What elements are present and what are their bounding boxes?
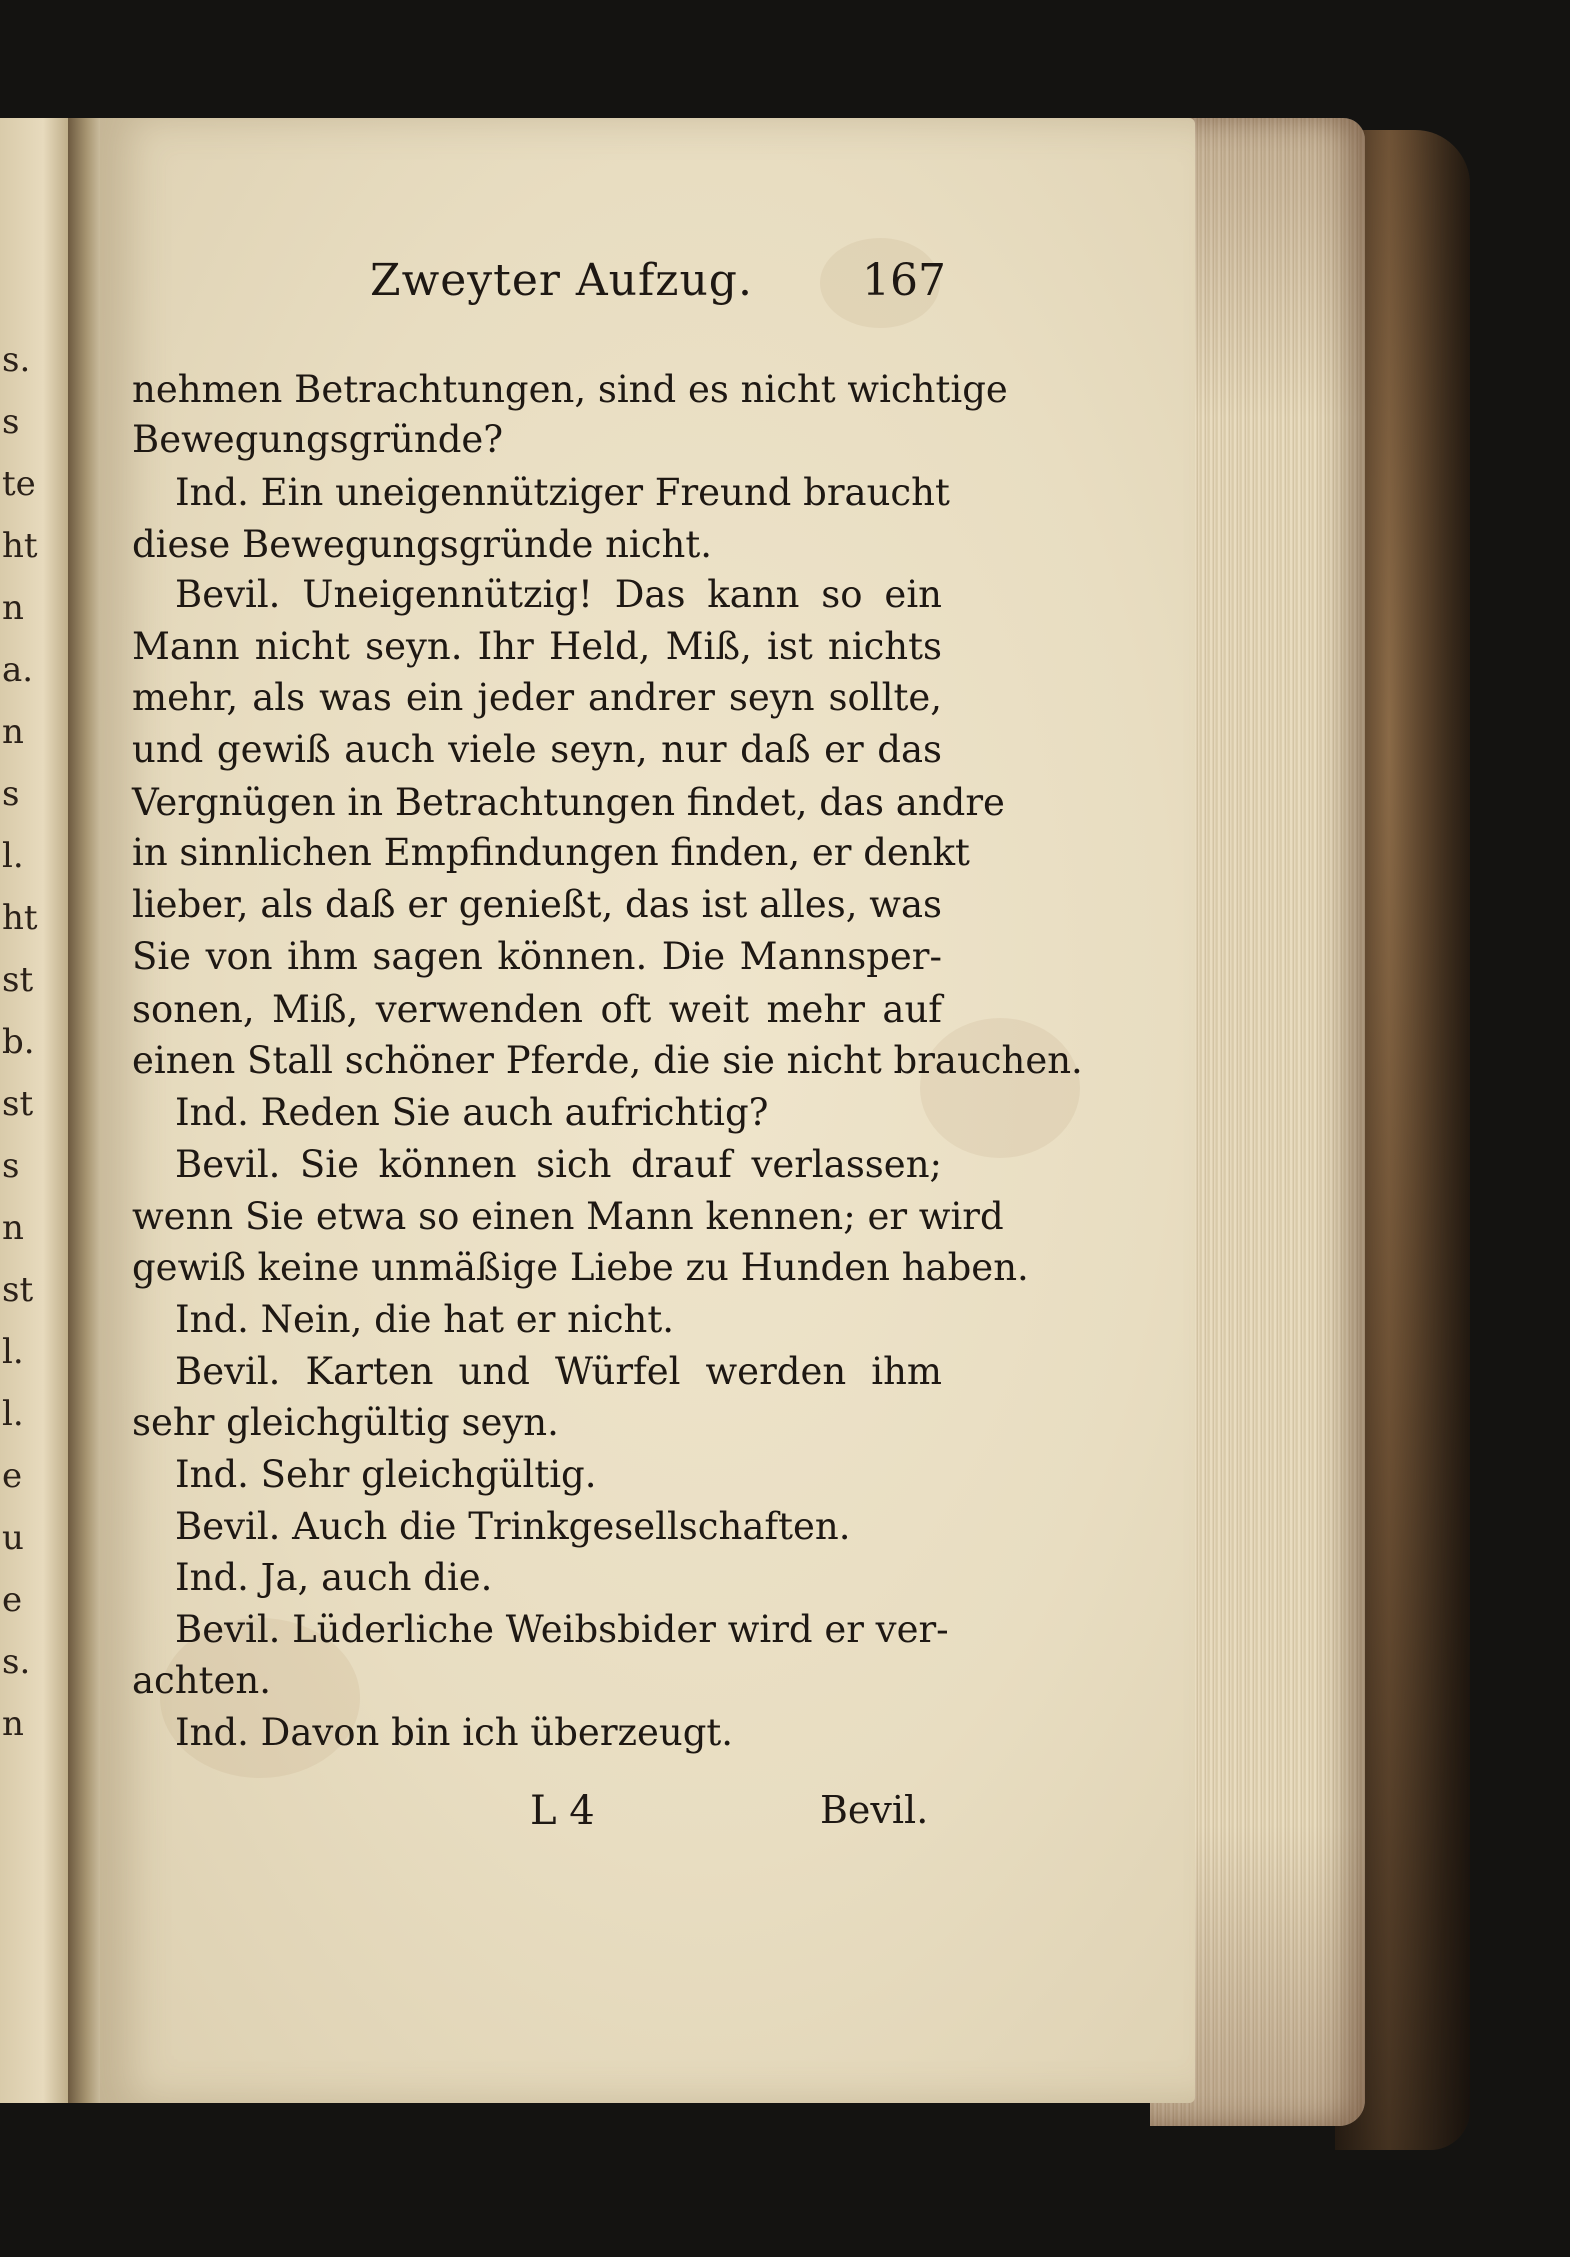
left-page-fragment: st xyxy=(2,1270,34,1310)
left-page-fragment: ht xyxy=(2,898,38,938)
text-line: einen Stall schöner Pferde, die sie nicht brauchen. xyxy=(132,1039,1083,1082)
left-page-fragment: n xyxy=(2,1208,24,1248)
text-line: Bevil. Auch die Trinkgesellschaften. xyxy=(175,1505,851,1548)
text-line: Bewegungsgründe? xyxy=(132,418,504,461)
left-page-fragment: st xyxy=(2,960,34,1000)
text-line: Ind. Ein uneigennütziger Freund braucht xyxy=(175,471,950,514)
text-line: Vergnügen in Betrachtungen findet, das andre xyxy=(132,781,1005,824)
left-page-fragment: e xyxy=(2,1580,23,1620)
left-page-fragment: l. xyxy=(2,1394,24,1434)
text-line: mehr, als was ein jeder andrer seyn sollte, xyxy=(132,676,942,719)
left-page-fragment: s xyxy=(2,402,20,442)
text-line: Sie von ihm sagen können. Die Mannsper- xyxy=(132,935,942,978)
text-line: lieber, als daß er genießt, das ist alles, was xyxy=(132,883,942,926)
left-page-fragment: l. xyxy=(2,836,24,876)
text-line: Ind. Reden Sie auch aufrichtig? xyxy=(175,1091,769,1134)
left-page-fragment: te xyxy=(2,464,36,504)
text-line: diese Bewegungsgründe nicht. xyxy=(132,523,712,566)
text-line: Bevil. Uneigennützig! Das kann so ein xyxy=(175,573,942,616)
left-page-fragment: s xyxy=(2,774,20,814)
running-head: Zweyter Aufzug. xyxy=(370,255,753,306)
text-line: wenn Sie etwa so einen Mann kennen; er wird xyxy=(132,1195,1004,1238)
signature-mark: L 4 xyxy=(530,1788,595,1834)
text-line: sonen, Miß, verwenden oft weit mehr auf xyxy=(132,988,942,1031)
text-line: Bevil. Karten und Würfel werden ihm xyxy=(175,1350,942,1393)
left-page-fragment: s xyxy=(2,1146,20,1186)
text-line: sehr gleichgültig seyn. xyxy=(132,1401,559,1444)
text-line: nehmen Betrachtungen, sind es nicht wichtige xyxy=(132,368,1008,411)
text-line: und gewiß auch viele seyn, nur daß er das xyxy=(132,728,942,771)
left-page-fragment: e xyxy=(2,1456,23,1496)
text-line: gewiß keine unmäßige Liebe zu Hunden haben. xyxy=(132,1246,1029,1289)
left-page-fragment: n xyxy=(2,588,24,628)
text-line: Ind. Nein, die hat er nicht. xyxy=(175,1298,674,1341)
left-page-fragment: b. xyxy=(2,1022,35,1062)
page-number: 167 xyxy=(862,255,946,306)
catchword: Bevil. xyxy=(820,1788,929,1832)
text-line: Bevil. Lüderliche Weibsbider wird er ver- xyxy=(175,1608,949,1651)
left-page-fragment: s. xyxy=(2,340,31,380)
text-line: in sinnlichen Empfindungen finden, er denkt xyxy=(132,831,970,874)
left-page-fragment: n xyxy=(2,712,24,752)
left-page-fragment: l. xyxy=(2,1332,24,1372)
left-page-fragment: s. xyxy=(2,1642,31,1682)
left-page-fragment: n xyxy=(2,1704,24,1744)
left-page-fragment: a. xyxy=(2,650,34,690)
text-line: Ind. Ja, auch die. xyxy=(175,1556,493,1599)
text-line: Ind. Sehr gleichgültig. xyxy=(175,1453,597,1496)
text-line: Bevil. Sie können sich drauf verlassen; xyxy=(175,1143,942,1186)
left-page-fragment: u xyxy=(2,1518,24,1558)
text-line: Mann nicht seyn. Ihr Held, Miß, ist nichts xyxy=(132,625,942,668)
left-page-fragment: st xyxy=(2,1084,34,1124)
left-page-fragment: ht xyxy=(2,526,38,566)
text-line: achten. xyxy=(132,1659,271,1702)
text-line: Ind. Davon bin ich überzeugt. xyxy=(175,1711,734,1754)
